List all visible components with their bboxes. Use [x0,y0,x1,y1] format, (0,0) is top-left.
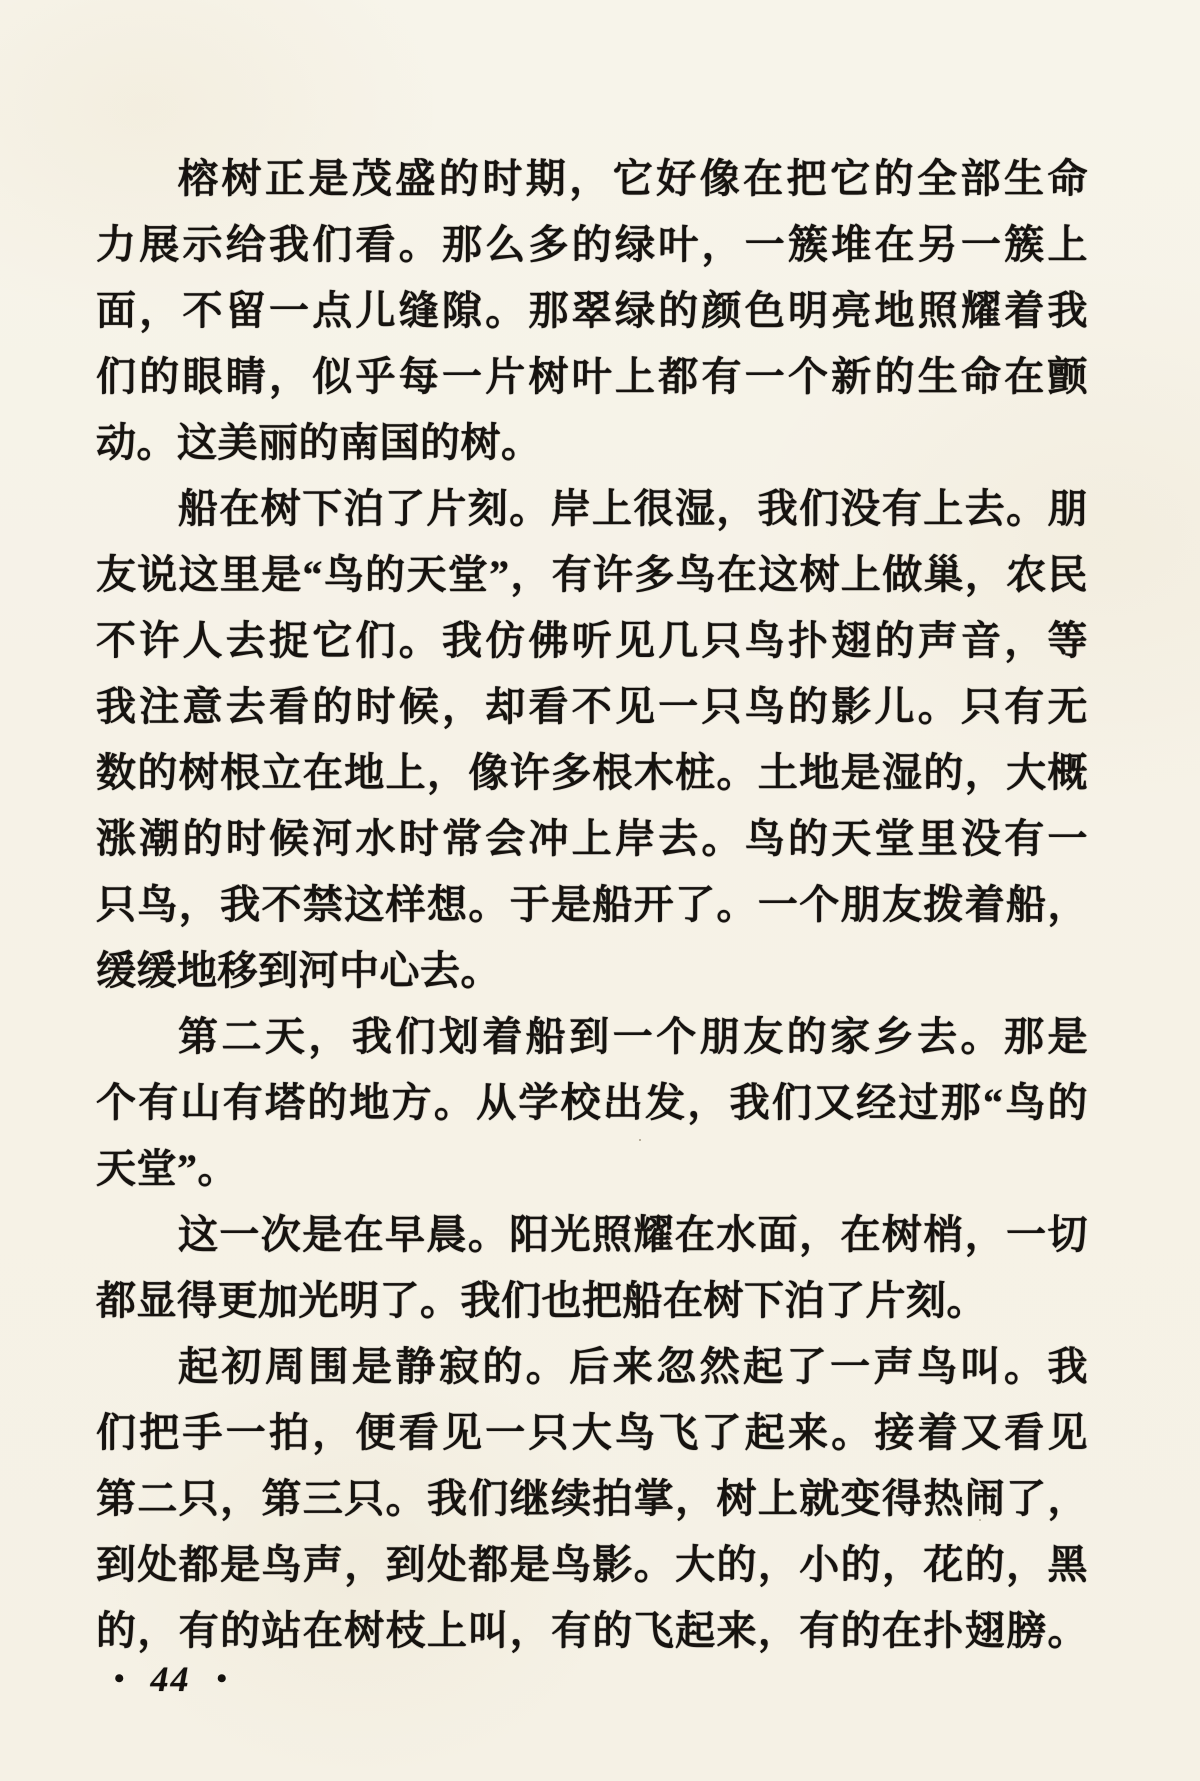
text-line: 们把手一拍，便看见一只大鸟飞了起来。接着又看见 [96,1410,1088,1455]
text-line: 缓缓地移到河中心去。 [96,948,501,993]
text-line: 友说这里是“鸟的天堂”，有许多鸟在这树上做巢，农民 [96,552,1088,597]
page-number: 44 [150,1659,191,1699]
text-line: 船在树下泊了片刻。岸上很湿，我们没有上去。朋 [178,486,1088,531]
text-line: 都显得更加光明了。我们也把船在树下泊了片刻。 [96,1278,987,1323]
text-line: 不许人去捉它们。我仿佛听见几只鸟扑翅的声音，等 [96,618,1088,663]
text-block [96,146,1088,1664]
text-line: 们的眼睛，似乎每一片树叶上都有一个新的生命在颤 [96,354,1088,399]
text-line: 的，有的站在树枝上叫，有的飞起来，有的在扑翅膀。 [96,1608,1088,1653]
text-line: 数的树根立在地上，像许多根木桩。土地是湿的，大概 [96,750,1088,795]
text-line: 榕树正是茂盛的时期，它好像在把它的全部生命 [178,156,1088,201]
text-line: 第二只，第三只。我们继续拍掌，树上就变得热闹了， [96,1476,1088,1521]
text-line: 动。这美丽的南国的树。 [96,420,542,465]
text-line: 天堂”。 [96,1146,238,1191]
text-line: 力展示给我们看。那么多的绿叶，一簇堆在另一簇上 [96,222,1088,267]
footer-bullet-left: • [114,1662,125,1695]
text-line: 第二天，我们划着船到一个朋友的家乡去。那是 [178,1014,1088,1059]
text-line: 我注意去看的时候，却看不见一只鸟的影儿。只有无 [96,684,1088,729]
text-line: 起初周围是静寂的。后来忽然起了一声鸟叫。我 [178,1344,1088,1389]
text-line: 个有山有塔的地方。从学校出发，我们又经过那“鸟的 [96,1080,1088,1125]
text-line: 这一次是在早晨。阳光照耀在水面，在树梢，一切 [178,1212,1088,1257]
text-line: 涨潮的时候河水时常会冲上岸去。鸟的天堂里没有一 [96,816,1088,861]
footer-bullet-right: • [216,1662,228,1695]
page-number-footer [114,1656,227,1702]
text-line: 只鸟，我不禁这样想。于是船开了。一个朋友拨着船， [96,882,1088,927]
text-line: 到处都是鸟声，到处都是鸟影。大的，小的，花的，黑 [96,1542,1088,1587]
text-line: 面，不留一点儿缝隙。那翠绿的颜色明亮地照耀着我 [96,288,1088,333]
